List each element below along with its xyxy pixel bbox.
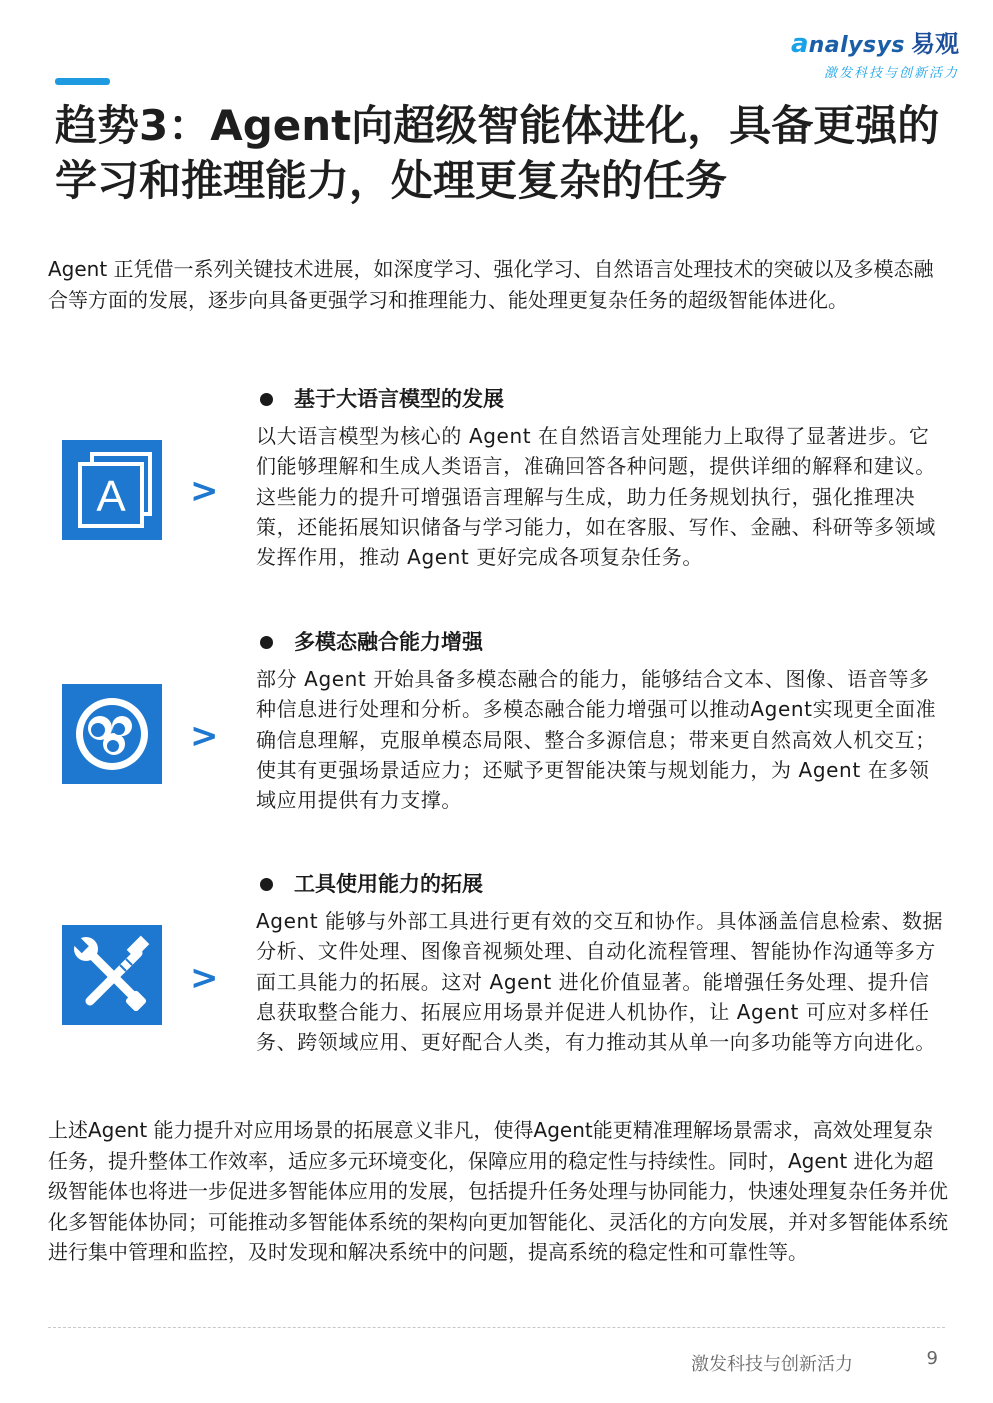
feature-description: 部分 Agent 开始具备多模态融合的能力，能够结合文本、图像、语音等多种信息进行处理和分析。多模态融合能力增强可以推动Agent实现更全面准确信息理解，克服单模态局限、整合多源信息；带来更自然高效人机交互；使其有更强场景适应力；还赋予更智能决策与规划能力，为 Agent 在多领域应用提供有力支撑。 [256,667,937,813]
brand-slogan: 激发科技与创新活力 [823,66,959,81]
feature-title: 多模态融合能力增强 [294,630,483,654]
letter-a-icon [62,440,162,540]
bullet-icon [260,393,273,406]
brand-logo [759,18,959,88]
icon-letter: A [96,472,126,521]
feature-title: 基于大语言模型的发展 [294,387,504,411]
bullet-icon [260,636,273,649]
footer-divider [48,1327,945,1328]
chevron-right-icon: > [190,958,219,998]
feature-description: Agent 能够与外部工具进行更有效的交互和协作。具体涵盖信息检索、数据分析、文件处理、图像音视频处理、自动化流程管理、智能协作沟通等多方面工具能力的拓展。这对 Agent 进化价值显著。能增强任务处理、提升信息获取整合能力、拓展应用场景并促进人机协作，让 Agent 可应对多样任务、跨领域应用、更好配合人类，有力推动其从单一向多功能等方向进化。 [256,909,944,1055]
chevron-right-icon: > [190,471,219,511]
brand-chinese-name: 易观 [911,30,959,58]
bullet-icon [260,878,273,891]
brand-mark: a [791,29,809,59]
multimodal-circles-icon [62,684,162,784]
feature-description: 以大语言模型为核心的 Agent 在自然语言处理能力上取得了显著进步。它们能够理解和生成人类语言，准确回答各种问题，提供详细的解释和建议。这些能力的提升可增强语言理解与生成，助力任务规划执行，强化推理决策，还能拓展知识储备与学习能力，如在客服、写作、金融、科研等多领域发挥作用，推动 Agent 更好完成各项复杂任务。 [256,424,936,570]
chevron-right-icon: > [190,716,219,756]
feature-title: 工具使用能力的拓展 [294,872,483,896]
footer-slogan: 激发科技与创新活力 [691,1354,853,1375]
page-title: 趋势3：Agent向超级智能体进化，具备更强的学习和推理能力，处理更复杂的任务 [55,101,940,205]
intro-paragraph: Agent 正凭借一系列关键技术进展，如深度学习、强化学习、自然语言处理技术的突破以及多模态融合等方面的发展，逐步向具备更强学习和推理能力、能处理更复杂任务的超级智能体进化。 [48,257,934,312]
wrench-screwdriver-icon [62,925,162,1025]
closing-paragraph: 上述Agent 能力提升对应用场景的拓展意义非凡，使得Agent能更精准理解场景需求，高效处理复杂任务，提升整体工作效率，适应多元环境变化，保障应用的稳定性与持续性。同时，Agent 进化为超级智能体也将进一步促进多智能体应用的发展，包括提升任务处理与协同能力，快速处理复杂任务并优化多智能体协同；可能推动多智能体系统的架构向更加智能化、灵活化的方向发展，并对多智能体系统进行集中管理和监控，及时发现和解决系统中的问题，提高系统的稳定性和可靠性等。 [48,1118,948,1264]
title-accent-bar [55,78,110,85]
page-number: 9 [926,1348,938,1369]
brand-word: nalysys [808,33,905,58]
